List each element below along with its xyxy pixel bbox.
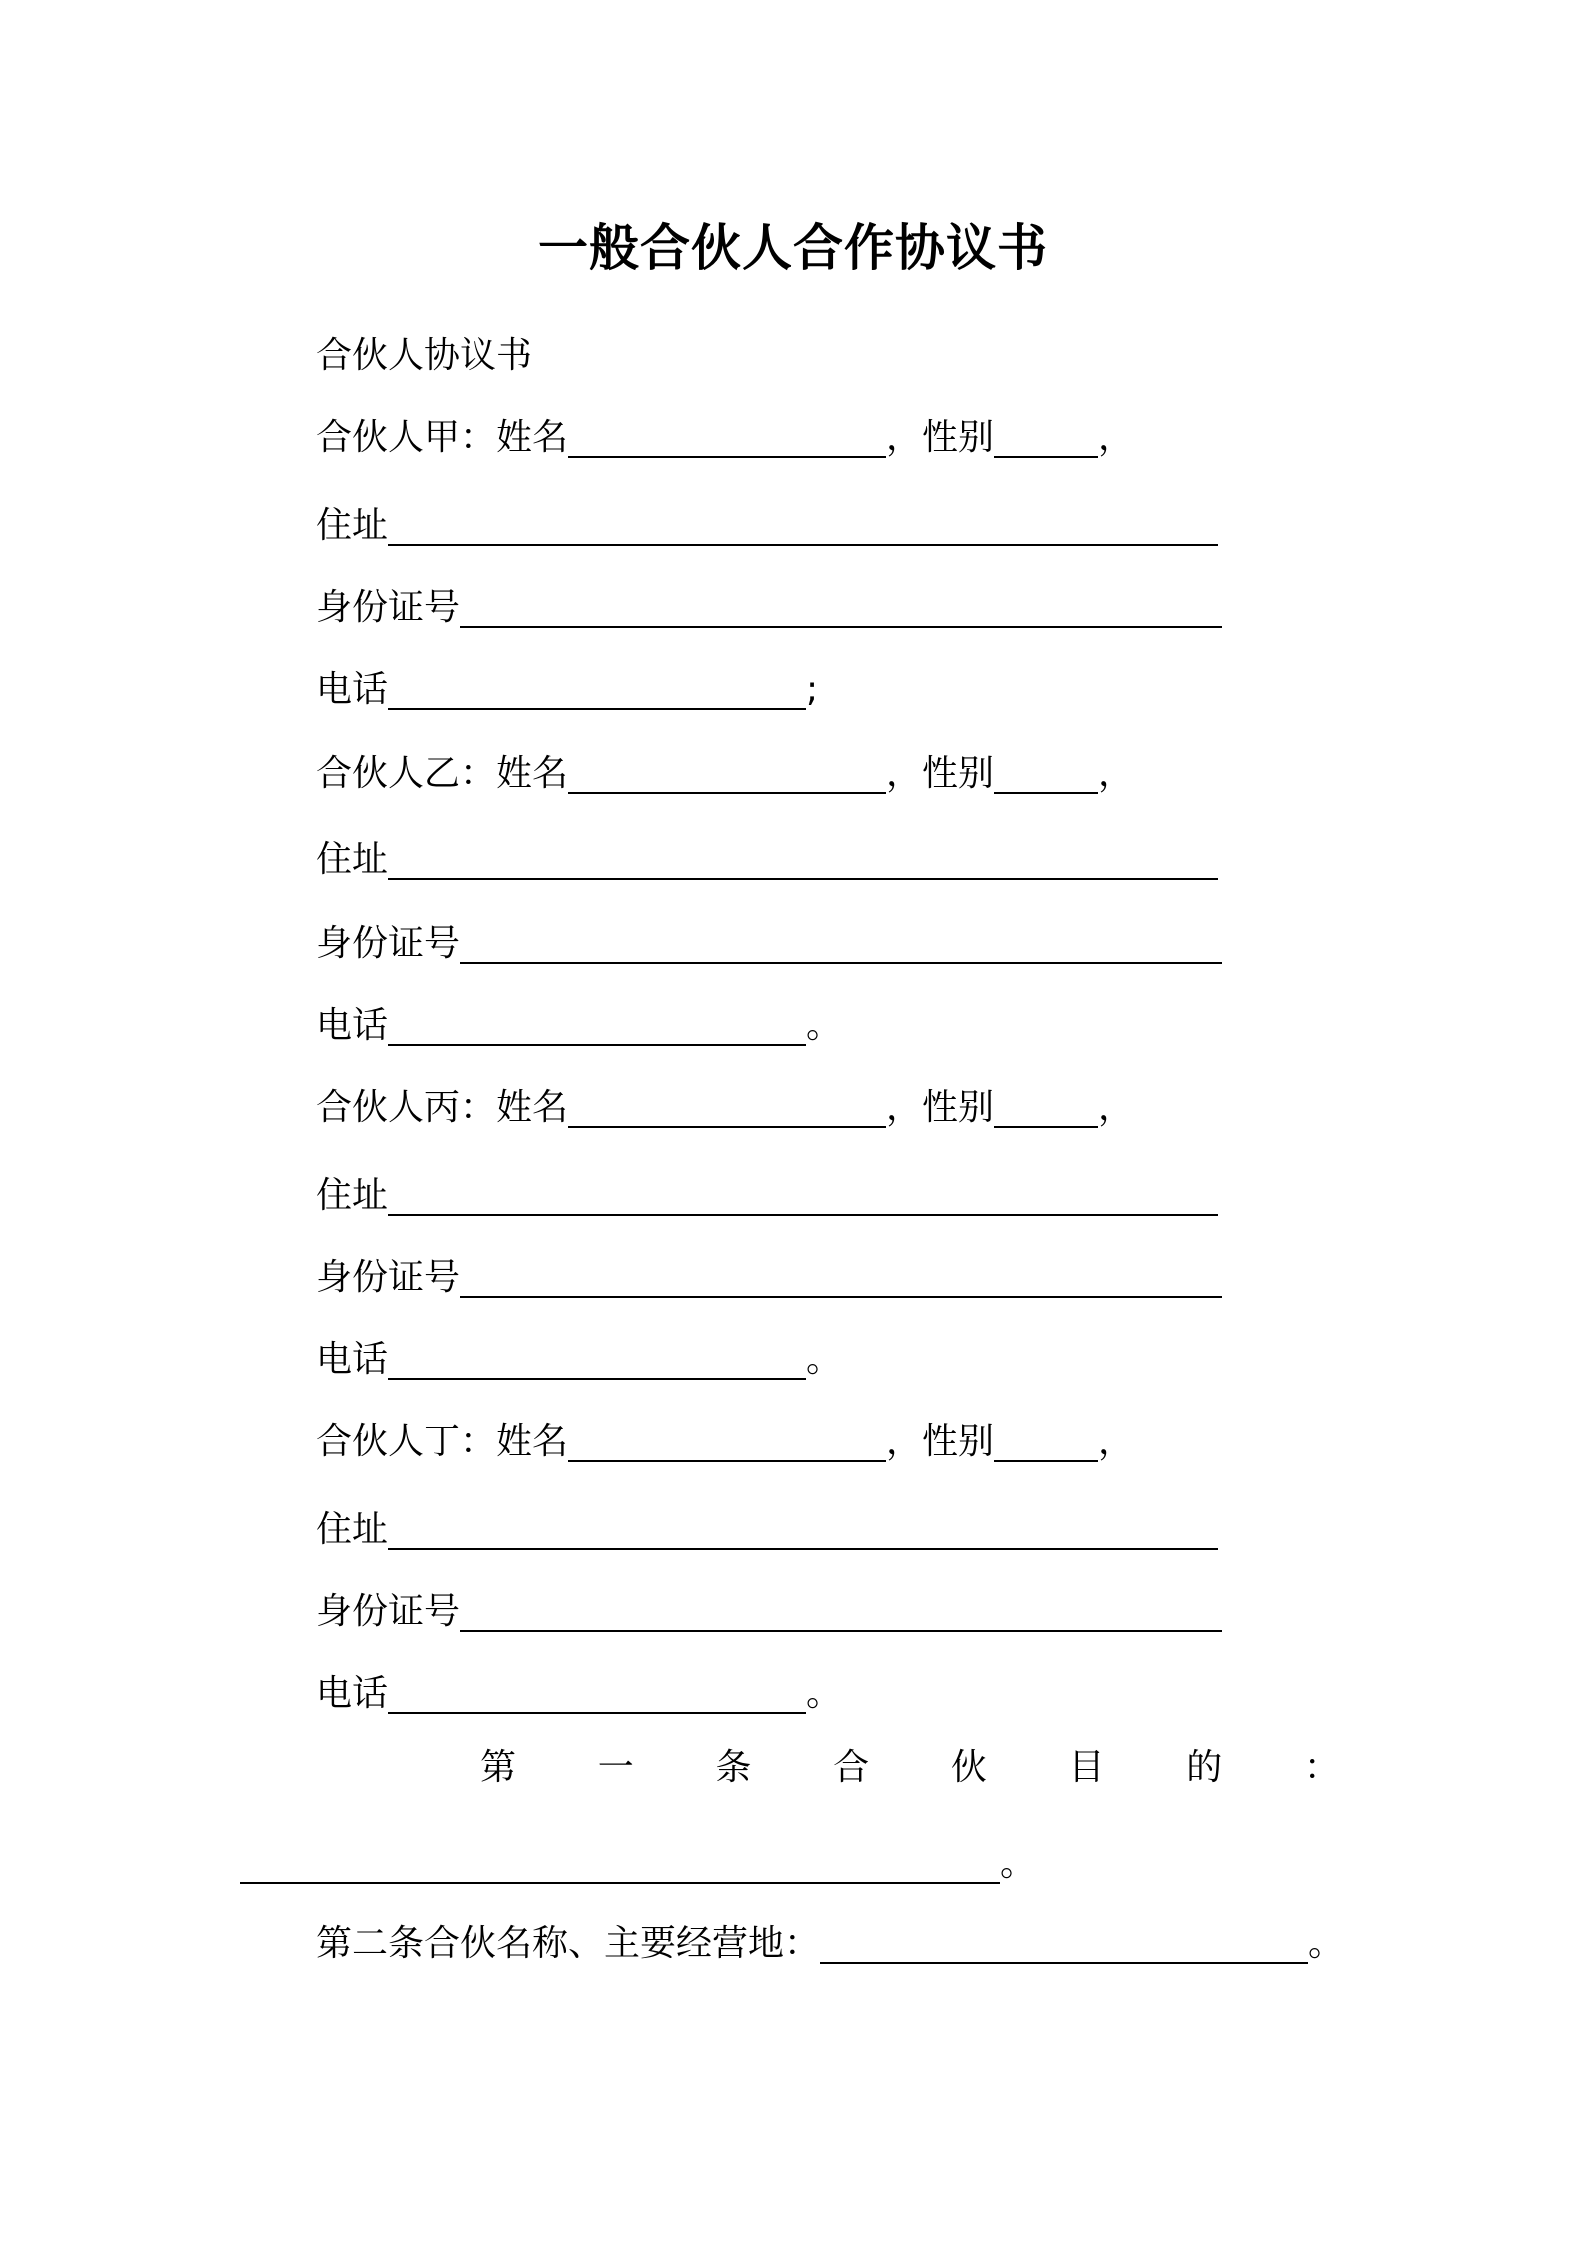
partner-d-name-label: 合伙人丁：姓名	[316, 1421, 569, 1462]
article-1-end: 。	[1000, 1843, 1037, 1884]
partner-c-phone-row	[316, 1334, 842, 1386]
partner-c-comma: ，	[1098, 1087, 1135, 1128]
partner-c-phone-label: 电话	[316, 1339, 389, 1380]
partner-b-comma: ，	[1098, 753, 1135, 794]
partner-d-gender-label: ，性别	[886, 1421, 995, 1462]
partner-b-gender-blank[interactable]	[994, 758, 1098, 794]
article-1-char: 一	[597, 1747, 634, 1788]
agreement-subtitle	[316, 330, 532, 382]
partner-a-name-blank[interactable]	[568, 422, 886, 458]
partner-c-id-label: 身份证号	[316, 1257, 461, 1298]
article-2-label: 第二条合伙名称、主要经营地：	[316, 1923, 821, 1964]
partner-d-comma: ，	[1098, 1421, 1135, 1462]
partner-b-name-row	[316, 748, 1134, 800]
partner-c-id-row	[316, 1252, 1222, 1304]
article-1-char: 第	[480, 1747, 517, 1788]
partner-c-name-blank[interactable]	[568, 1092, 886, 1128]
partner-a-address-blank[interactable]	[388, 510, 1218, 546]
subtitle-text: 合伙人协议书	[316, 335, 533, 376]
partner-c-phone-end: 。	[806, 1339, 843, 1380]
partner-d-address-label: 住址	[316, 1509, 389, 1550]
article-1-char: 伙	[950, 1747, 987, 1788]
partner-d-phone-end: 。	[806, 1673, 843, 1714]
article-1-char: 的	[1186, 1747, 1223, 1788]
partner-c-id-blank[interactable]	[460, 1262, 1222, 1298]
partner-d-phone-blank[interactable]	[388, 1678, 806, 1714]
partner-c-address-row	[316, 1170, 1218, 1222]
partner-d-address-row	[316, 1504, 1218, 1556]
partner-a-id-blank[interactable]	[460, 592, 1222, 628]
partner-a-phone-label: 电话	[316, 669, 389, 710]
partner-d-id-blank[interactable]	[460, 1596, 1222, 1632]
partner-a-gender-label: ，性别	[886, 417, 995, 458]
partner-b-name-label: 合伙人乙：姓名	[316, 753, 569, 794]
partner-b-address-label: 住址	[316, 839, 389, 880]
article-1-heading	[480, 1742, 1340, 1794]
partner-a-phone-row	[316, 664, 818, 716]
article-1-fill-row	[240, 1838, 1036, 1890]
partner-a-name-label: 合伙人甲：姓名	[316, 417, 569, 458]
article-2-row	[316, 1918, 1344, 1970]
partner-d-id-row	[316, 1586, 1222, 1638]
article-2-end: 。	[1308, 1923, 1345, 1964]
article-1-char: 条	[715, 1747, 752, 1788]
partner-b-phone-label: 电话	[316, 1005, 389, 1046]
partner-b-id-label: 身份证号	[316, 923, 461, 964]
partner-a-id-row	[316, 582, 1222, 634]
partner-b-phone-end: 。	[806, 1005, 843, 1046]
partner-d-address-blank[interactable]	[388, 1514, 1218, 1550]
partner-c-name-label: 合伙人丙：姓名	[316, 1087, 569, 1128]
partner-a-gender-blank[interactable]	[994, 422, 1098, 458]
partner-b-phone-blank[interactable]	[388, 1010, 806, 1046]
partner-b-gender-label: ，性别	[886, 753, 995, 794]
partner-a-name-row	[316, 412, 1134, 464]
partner-b-id-blank[interactable]	[460, 928, 1222, 964]
partner-a-address-row	[316, 500, 1218, 552]
partner-d-phone-row	[316, 1668, 842, 1720]
partner-b-id-row	[316, 918, 1222, 970]
partner-a-phone-end: ;	[806, 669, 819, 710]
document-title: 一般合伙人合作协议书	[538, 219, 1048, 277]
partner-a-address-label: 住址	[316, 505, 389, 546]
article-1-char: ：	[1303, 1747, 1340, 1788]
article-1-char: 目	[1068, 1747, 1105, 1788]
partner-d-gender-blank[interactable]	[994, 1426, 1098, 1462]
article-2-blank[interactable]	[820, 1928, 1308, 1964]
partner-b-address-blank[interactable]	[388, 844, 1218, 880]
partner-c-phone-blank[interactable]	[388, 1344, 806, 1380]
partner-a-comma: ，	[1098, 417, 1135, 458]
partner-b-phone-row	[316, 1000, 842, 1052]
partner-a-phone-blank[interactable]	[388, 674, 806, 710]
partner-d-id-label: 身份证号	[316, 1591, 461, 1632]
article-1-purpose-blank[interactable]	[240, 1848, 1000, 1884]
partner-c-name-row	[316, 1082, 1134, 1134]
partner-d-name-row	[316, 1416, 1134, 1468]
article-1-char: 合	[833, 1747, 870, 1788]
partner-a-id-label: 身份证号	[316, 587, 461, 628]
partner-d-name-blank[interactable]	[568, 1426, 886, 1462]
partner-c-gender-blank[interactable]	[994, 1092, 1098, 1128]
partner-c-gender-label: ，性别	[886, 1087, 995, 1128]
partner-c-address-label: 住址	[316, 1175, 389, 1216]
partner-b-address-row	[316, 834, 1218, 886]
partner-b-name-blank[interactable]	[568, 758, 886, 794]
partner-c-address-blank[interactable]	[388, 1180, 1218, 1216]
partner-d-phone-label: 电话	[316, 1673, 389, 1714]
